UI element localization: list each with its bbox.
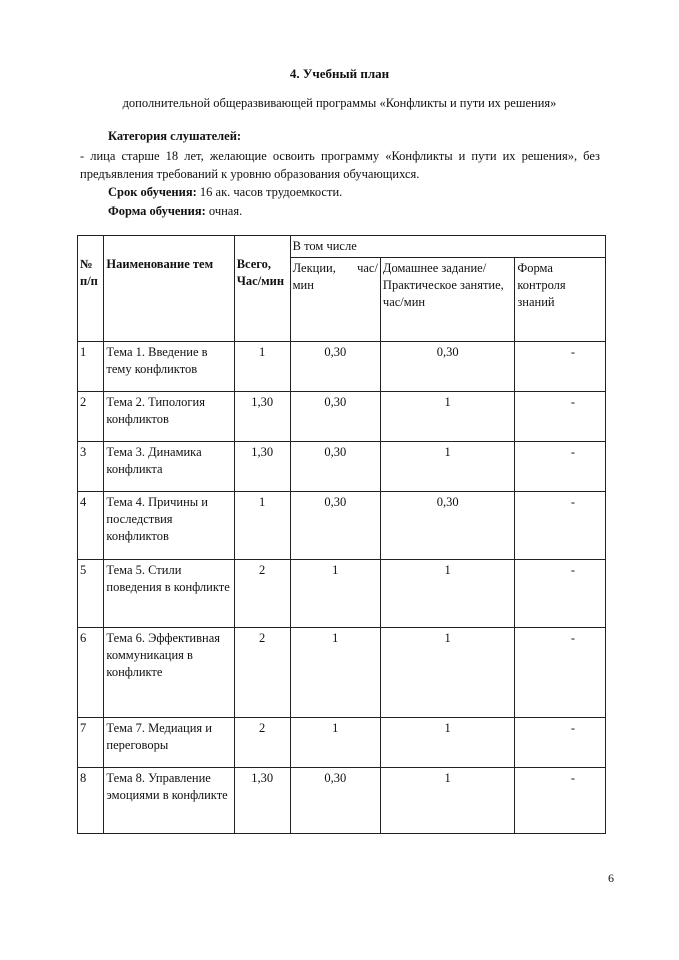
form-label: Форма обучения: <box>108 204 206 218</box>
row-homework: 1 <box>380 392 514 442</box>
table-row <box>78 768 606 834</box>
row-total: 1 <box>234 342 290 392</box>
row-total: 2 <box>234 560 290 628</box>
row-lectures: 1 <box>290 628 380 718</box>
row-control: - <box>515 342 606 392</box>
term-line <box>108 183 628 201</box>
table-row <box>78 442 606 492</box>
term-label: Срок обучения: <box>108 185 197 199</box>
row-total: 1,30 <box>234 442 290 492</box>
row-lectures: 1 <box>290 560 380 628</box>
table-row <box>78 342 606 392</box>
row-homework: 0,30 <box>380 492 514 560</box>
page-number: 6 <box>608 871 614 885</box>
document-subtitle: дополнительной общеразвивающей программы «Конфликты и пути их решения» <box>122 96 557 110</box>
row-num: 5 <box>78 560 104 628</box>
row-topic-name: Тема 6. Эффективная коммуникация в конфликте <box>104 628 234 718</box>
row-homework: 1 <box>380 442 514 492</box>
row-topic-name: Тема 7. Медиация и переговоры <box>104 718 234 768</box>
form-value: очная. <box>205 204 243 218</box>
table-row <box>78 392 606 442</box>
row-total: 1,30 <box>234 768 290 834</box>
table-row <box>78 718 606 768</box>
row-num: 4 <box>78 492 104 560</box>
form-line <box>108 202 628 220</box>
row-num: 7 <box>78 718 104 768</box>
header-control: Форма контроля знаний <box>515 258 606 342</box>
row-control: - <box>515 718 606 768</box>
curriculum-table <box>77 235 606 834</box>
row-num: 6 <box>78 628 104 718</box>
row-total: 1 <box>234 492 290 560</box>
category-heading: Категория слушателей: <box>108 129 242 143</box>
row-topic-name: Тема 5. Стили поведения в конфликте <box>104 560 234 628</box>
header-including: В том числе <box>290 236 605 258</box>
row-num: 1 <box>78 342 104 392</box>
header-lectures: Лекции, час/мин <box>290 258 380 342</box>
term-value: 16 ак. часов трудоемкости. <box>196 185 343 199</box>
row-total: 1,30 <box>234 392 290 442</box>
category-text: - лица старше 18 лет, желающие освоить программу «Конфликты и пути их решения», без предъявления требований к уровню образования обучающихся. <box>80 149 600 181</box>
row-control: - <box>515 492 606 560</box>
row-homework: 1 <box>380 560 514 628</box>
row-lectures: 1 <box>290 718 380 768</box>
row-num: 8 <box>78 768 104 834</box>
row-lectures: 0,30 <box>290 768 380 834</box>
row-control: - <box>515 768 606 834</box>
row-control: - <box>515 442 606 492</box>
table-row <box>78 560 606 628</box>
table-row <box>78 492 606 560</box>
document-title: 4. Учебный план <box>289 66 390 81</box>
row-control: - <box>515 392 606 442</box>
row-topic-name: Тема 8. Управление эмоциями в конфликте <box>104 768 234 834</box>
row-homework: 1 <box>380 628 514 718</box>
row-topic-name: Тема 2. Типология конфликтов <box>104 392 234 442</box>
row-lectures: 0,30 <box>290 342 380 392</box>
table-row <box>78 628 606 718</box>
row-total: 2 <box>234 718 290 768</box>
row-homework: 0,30 <box>380 342 514 392</box>
row-total: 2 <box>234 628 290 718</box>
row-num: 3 <box>78 442 104 492</box>
row-homework: 1 <box>380 718 514 768</box>
row-topic-name: Тема 3. Динамика конфликта <box>104 442 234 492</box>
row-lectures: 0,30 <box>290 442 380 492</box>
header-name: Наименование тем <box>104 236 234 342</box>
row-num: 2 <box>78 392 104 442</box>
header-total: Всего, Час/мин <box>234 236 290 342</box>
row-control: - <box>515 560 606 628</box>
header-num: № п/п <box>78 236 104 342</box>
row-topic-name: Тема 1. Введение в тему конфликтов <box>104 342 234 392</box>
row-homework: 1 <box>380 768 514 834</box>
row-control: - <box>515 628 606 718</box>
row-topic-name: Тема 4. Причины и последствия конфликтов <box>104 492 234 560</box>
row-lectures: 0,30 <box>290 392 380 442</box>
header-homework: Домашнее задание/ Практическое занятие, час/мин <box>380 258 514 342</box>
row-lectures: 0,30 <box>290 492 380 560</box>
